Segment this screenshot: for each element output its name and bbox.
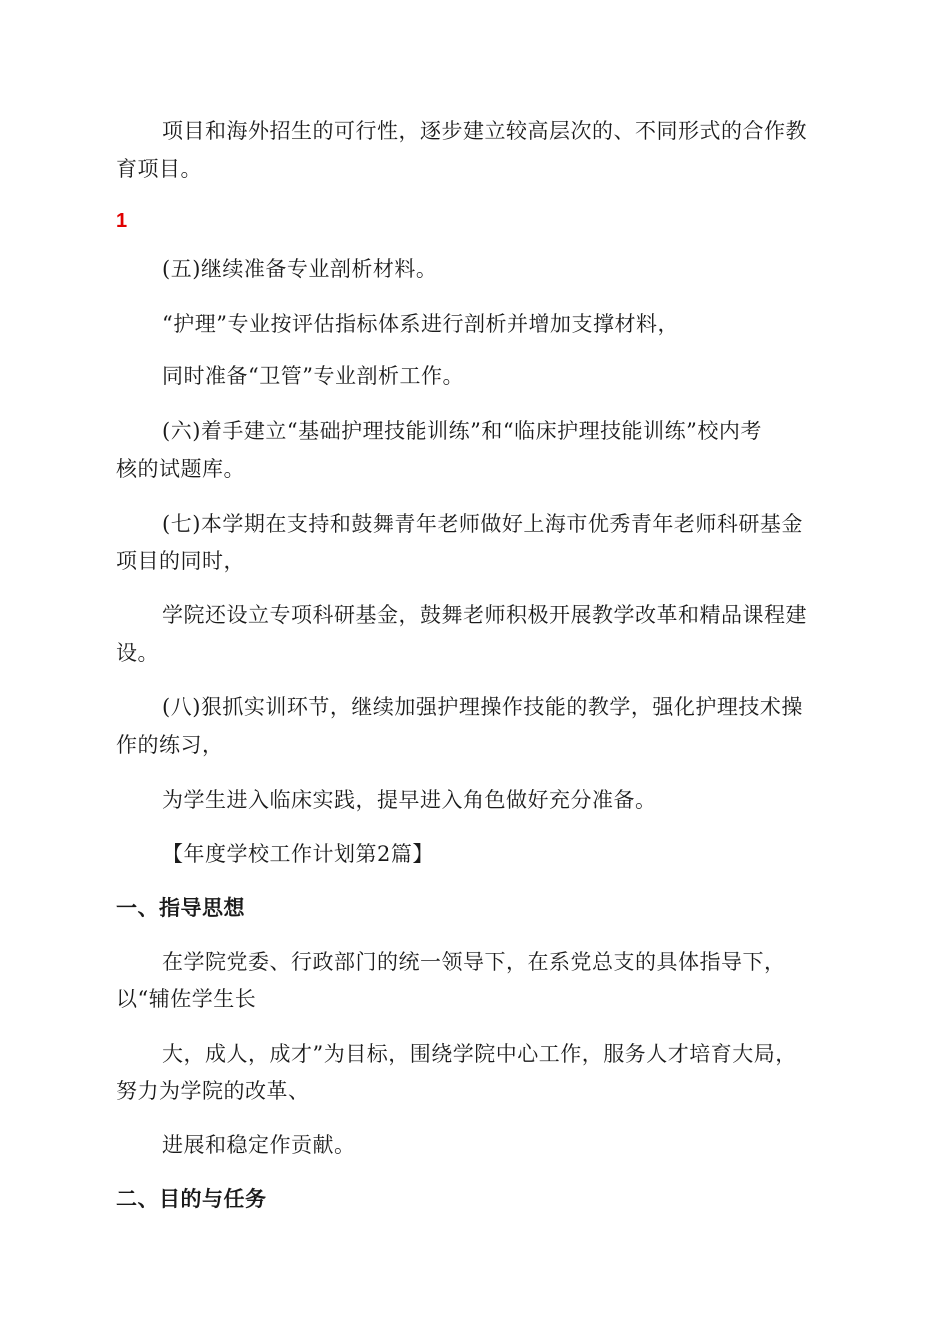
paragraph-line: 同时准备“卫管”专业剖析工作。 (162, 364, 464, 388)
paragraph-line: “护理”专业按评估指标体系进行剖析并增加支撑材料， (162, 312, 679, 336)
paragraph-line: 项目和海外招生的可行性，逐步建立较高层次的、不同形式的合作教 (162, 119, 807, 143)
paragraph-line: 育项目。 (116, 157, 202, 181)
section-title: 【年度学校工作计划第2篇】 (162, 842, 434, 866)
paragraph-line: 大，成人，成才”为目标，围绕学院中心工作，服务人才培育大局， (162, 1042, 797, 1066)
paragraph-line: 作的练习， (116, 733, 224, 757)
paragraph-line: 核的试题库。 (116, 457, 245, 481)
paragraph-line: 为学生进入临床实践，提早进入角色做好充分准备。 (162, 788, 657, 812)
paragraph-line: 努力为学院的改革、 (116, 1079, 310, 1103)
paragraph-line: (八)狠抓实训环节，继续加强护理操作技能的教学，强化护理技术操 (162, 695, 803, 719)
paragraph-line: (六)着手建立“基础护理技能训练”和“临床护理技能训练”校内考 (162, 419, 762, 443)
heading-goals-tasks: 二、目的与任务 (116, 1187, 267, 1211)
paragraph-line: 设。 (116, 641, 159, 665)
paragraph-line: 项目的同时， (116, 549, 245, 573)
paragraph-line: 学院还设立专项科研基金，鼓舞老师积极开展教学改革和精品课程建 (162, 603, 807, 627)
paragraph-line: (五)继续准备专业剖析材料。 (162, 257, 438, 281)
heading-guiding-thought: 一、指导思想 (116, 896, 245, 920)
paragraph-line: 在学院党委、行政部门的统一领导下，在系党总支的具体指导下， (162, 950, 786, 974)
paragraph-line: (七)本学期在支持和鼓舞青年老师做好上海市优秀青年老师科研基金 (162, 512, 803, 536)
page-marker: 1 (116, 210, 128, 232)
paragraph-line: 以“辅佐学生长 (116, 987, 257, 1011)
paragraph-line: 进展和稳定作贡献。 (162, 1133, 356, 1157)
